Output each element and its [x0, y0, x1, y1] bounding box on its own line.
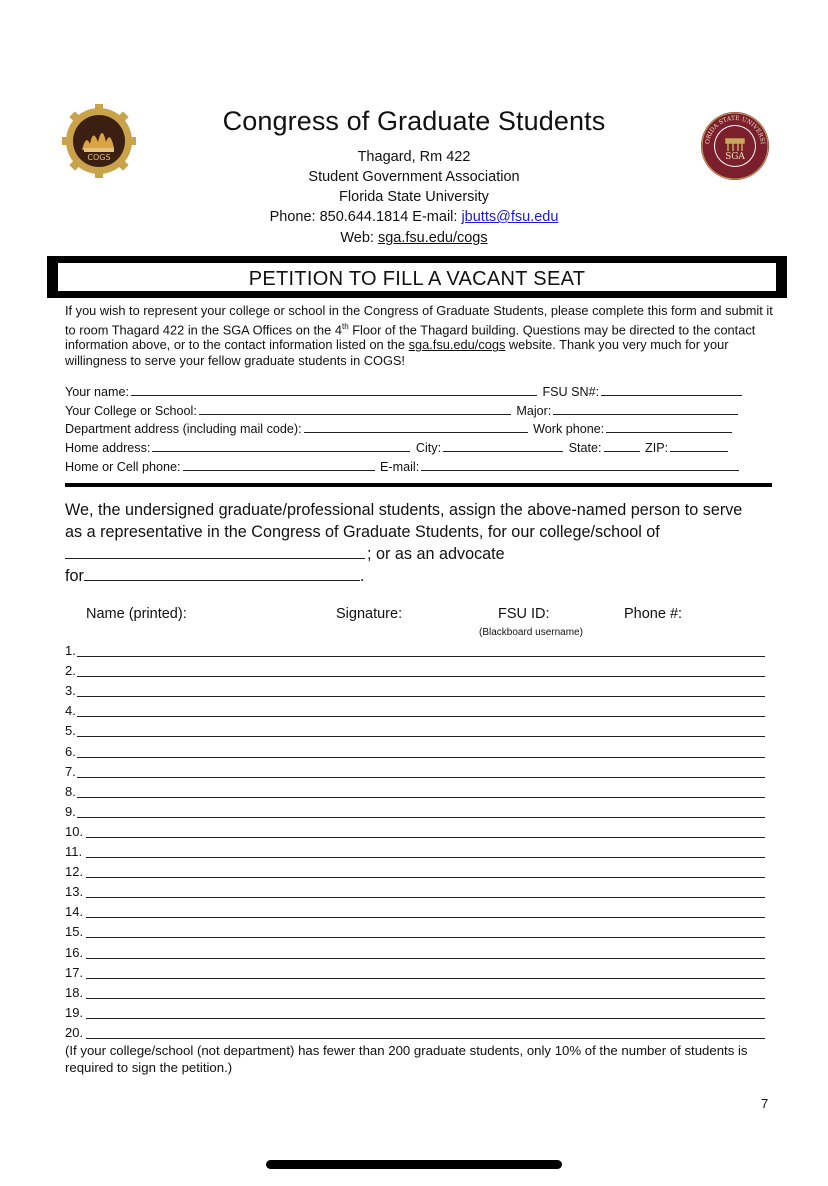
signature-row-line[interactable] — [86, 998, 765, 999]
signature-row — [65, 785, 765, 799]
footnote: (If your college/school (not department) has fewer than 200 graduate students, only 10% of the number of students is required to sign the petition.) — [65, 1043, 748, 1075]
petition-statement — [65, 499, 775, 587]
column-name: Name (printed): — [86, 606, 187, 622]
signature-row-line[interactable] — [77, 676, 765, 677]
signature-row-number: 5. — [65, 723, 76, 739]
signature-row — [65, 684, 765, 698]
signature-row-number: 18. — [65, 984, 84, 1000]
email-field[interactable] — [421, 458, 739, 471]
column-fsu-id-note: (Blackboard username) — [479, 627, 583, 638]
address-line-sga: Student Government Association — [308, 169, 520, 185]
info-row-phone-email — [65, 458, 765, 476]
signature-row — [65, 805, 765, 819]
zip-label: ZIP: — [645, 441, 669, 455]
cogs-logo-text: COGS — [87, 153, 111, 162]
home-cell-label: Home or Cell phone: — [65, 460, 181, 474]
column-phone: Phone #: — [624, 606, 683, 622]
home-address-label: Home address: — [65, 441, 151, 455]
contact-line — [0, 209, 828, 225]
state-label: State: — [568, 441, 602, 455]
signature-row-number: 3. — [65, 683, 76, 699]
signature-row-number: 12. — [65, 864, 84, 880]
intro-web-link[interactable]: sga.fsu.edu/cogs — [408, 337, 506, 353]
info-row-home-address — [65, 439, 765, 457]
signature-row — [65, 644, 765, 658]
signature-row-number: 11. — [65, 844, 83, 859]
signature-row — [65, 704, 765, 718]
signature-row-number: 13. — [65, 884, 84, 900]
petition-line-4 — [65, 565, 775, 587]
column-fsu-id: FSU ID: — [498, 606, 550, 622]
signature-row-number: 9. — [65, 803, 76, 819]
signature-row-number: 16. — [65, 944, 84, 960]
signature-row-line[interactable] — [77, 777, 765, 778]
address-line-room: Thagard, Rm 422 — [357, 149, 471, 165]
intro-paragraph — [65, 303, 775, 369]
signature-row-number: 4. — [65, 703, 76, 719]
web-link[interactable]: sga.fsu.edu/cogs — [377, 230, 488, 246]
signature-row — [65, 865, 765, 879]
your-name-field[interactable] — [131, 383, 537, 396]
signature-row-number: 17. — [65, 964, 84, 980]
signature-row-line[interactable] — [86, 857, 765, 858]
advocate-text: ; or as an advocate — [367, 545, 505, 563]
signature-row-number: 8. — [65, 783, 76, 799]
intro-text-2: Floor of the Thagard building. Questions may be directed to the contact information above, or to the contact information listed on the — [65, 321, 756, 353]
signature-row-line[interactable] — [77, 696, 765, 697]
column-signature: Signature: — [336, 606, 403, 622]
home-address-field[interactable] — [152, 439, 410, 452]
intro-text-3: website. Thank you very much for your willingness to serve your fellow graduate students in COGS! — [65, 337, 729, 369]
college-school-field[interactable] — [65, 543, 365, 559]
signature-row-number: 15. — [65, 924, 84, 940]
signature-row-line[interactable] — [77, 817, 765, 818]
signature-row-number: 14. — [65, 904, 84, 920]
signature-row-number: 6. — [65, 743, 76, 759]
email-link[interactable]: jbutts@fsu.edu — [461, 209, 559, 225]
major-label: Major: — [516, 404, 552, 418]
section-divider — [65, 483, 772, 487]
major-field[interactable] — [553, 402, 738, 415]
signature-row-number: 7. — [65, 763, 76, 779]
signature-row — [65, 724, 765, 738]
sga-seal-text: SGA — [725, 152, 745, 162]
zip-field[interactable] — [670, 439, 728, 452]
signature-row-line[interactable] — [77, 656, 765, 657]
phone-label: Phone: 850.644.1814 E-mail: — [269, 209, 462, 225]
signature-row — [65, 885, 765, 899]
your-name-label: Your name: — [65, 385, 129, 399]
signature-row-number: 10. — [65, 823, 84, 839]
signature-row-line[interactable] — [77, 716, 765, 717]
signature-row — [65, 966, 765, 980]
signature-row — [65, 745, 765, 759]
for-label: for — [65, 567, 84, 585]
signature-row — [65, 905, 765, 919]
petition-line-3 — [65, 543, 775, 565]
signature-row-line[interactable] — [86, 1018, 765, 1019]
signature-row-line[interactable] — [86, 937, 765, 938]
signature-row-line[interactable] — [86, 1038, 765, 1039]
email-label: E-mail: — [380, 460, 420, 474]
address-line-university: Florida State University — [339, 189, 489, 205]
signature-row-number: 2. — [65, 663, 76, 679]
city-label: City: — [415, 441, 442, 455]
petition-line-2: as a representative in the Congress of Graduate Students, for our college/school of — [65, 523, 660, 541]
fsu-sn-field[interactable] — [601, 383, 742, 396]
college-field[interactable] — [199, 402, 511, 415]
signature-row — [65, 925, 765, 939]
home-indicator[interactable] — [266, 1160, 562, 1169]
sga-seal-ring-text: ORIDA STATE UNIVERSI — [704, 114, 766, 145]
info-row-college — [65, 402, 765, 420]
signature-row-line[interactable] — [86, 978, 765, 979]
signature-row — [65, 664, 765, 678]
signature-row-line[interactable] — [77, 797, 765, 798]
fsu-sn-label: FSU SN#: — [542, 385, 600, 399]
signature-row — [65, 765, 765, 779]
signature-row-number: 19. — [65, 1004, 84, 1020]
signature-row-number: 20. — [65, 1024, 84, 1040]
form-title: PETITION TO FILL A VACANT SEAT — [58, 263, 776, 291]
signature-row-line[interactable] — [86, 897, 765, 898]
signature-row — [65, 946, 765, 960]
signature-row-line[interactable] — [86, 877, 765, 878]
page-title: Congress of Graduate Students — [222, 106, 606, 136]
signature-row-number: 1. — [65, 643, 76, 658]
signature-row — [65, 986, 765, 1000]
signature-row-line[interactable] — [86, 837, 765, 838]
intro-sup: th — [341, 321, 349, 331]
web-label: Web: — [340, 230, 378, 246]
signature-row — [65, 845, 765, 859]
dept-address-field[interactable] — [304, 420, 528, 433]
signature-row-line[interactable] — [86, 958, 765, 959]
intro-text-1: If you wish to represent your college or school in the Congress of Graduate Students, please complete this form and submit it to room Thagard 422 in the SGA Offices on the 4 — [65, 303, 773, 337]
college-label: Your College or School: — [65, 404, 197, 418]
signature-row — [65, 1006, 765, 1020]
petition-line-1: We, the undersigned graduate/professional students, assign the above-named person to serve — [65, 501, 743, 519]
home-cell-field[interactable] — [183, 458, 375, 471]
work-phone-field[interactable] — [606, 420, 732, 433]
period: . — [359, 567, 365, 585]
advocate-for-field[interactable] — [84, 565, 360, 581]
signature-row — [65, 1026, 765, 1040]
dept-address-label: Department address (including mail code): — [65, 422, 302, 436]
info-row-dept-address — [65, 420, 765, 438]
signature-row-line[interactable] — [77, 757, 765, 758]
signature-row-line[interactable] — [86, 917, 765, 918]
page-number: 7 — [761, 1096, 769, 1111]
work-phone-label: Work phone: — [533, 422, 605, 436]
info-row-name — [65, 383, 765, 401]
signature-row — [65, 825, 765, 839]
web-line — [0, 230, 828, 246]
state-field[interactable] — [604, 439, 640, 452]
signature-row-line[interactable] — [77, 736, 765, 737]
city-field[interactable] — [443, 439, 563, 452]
